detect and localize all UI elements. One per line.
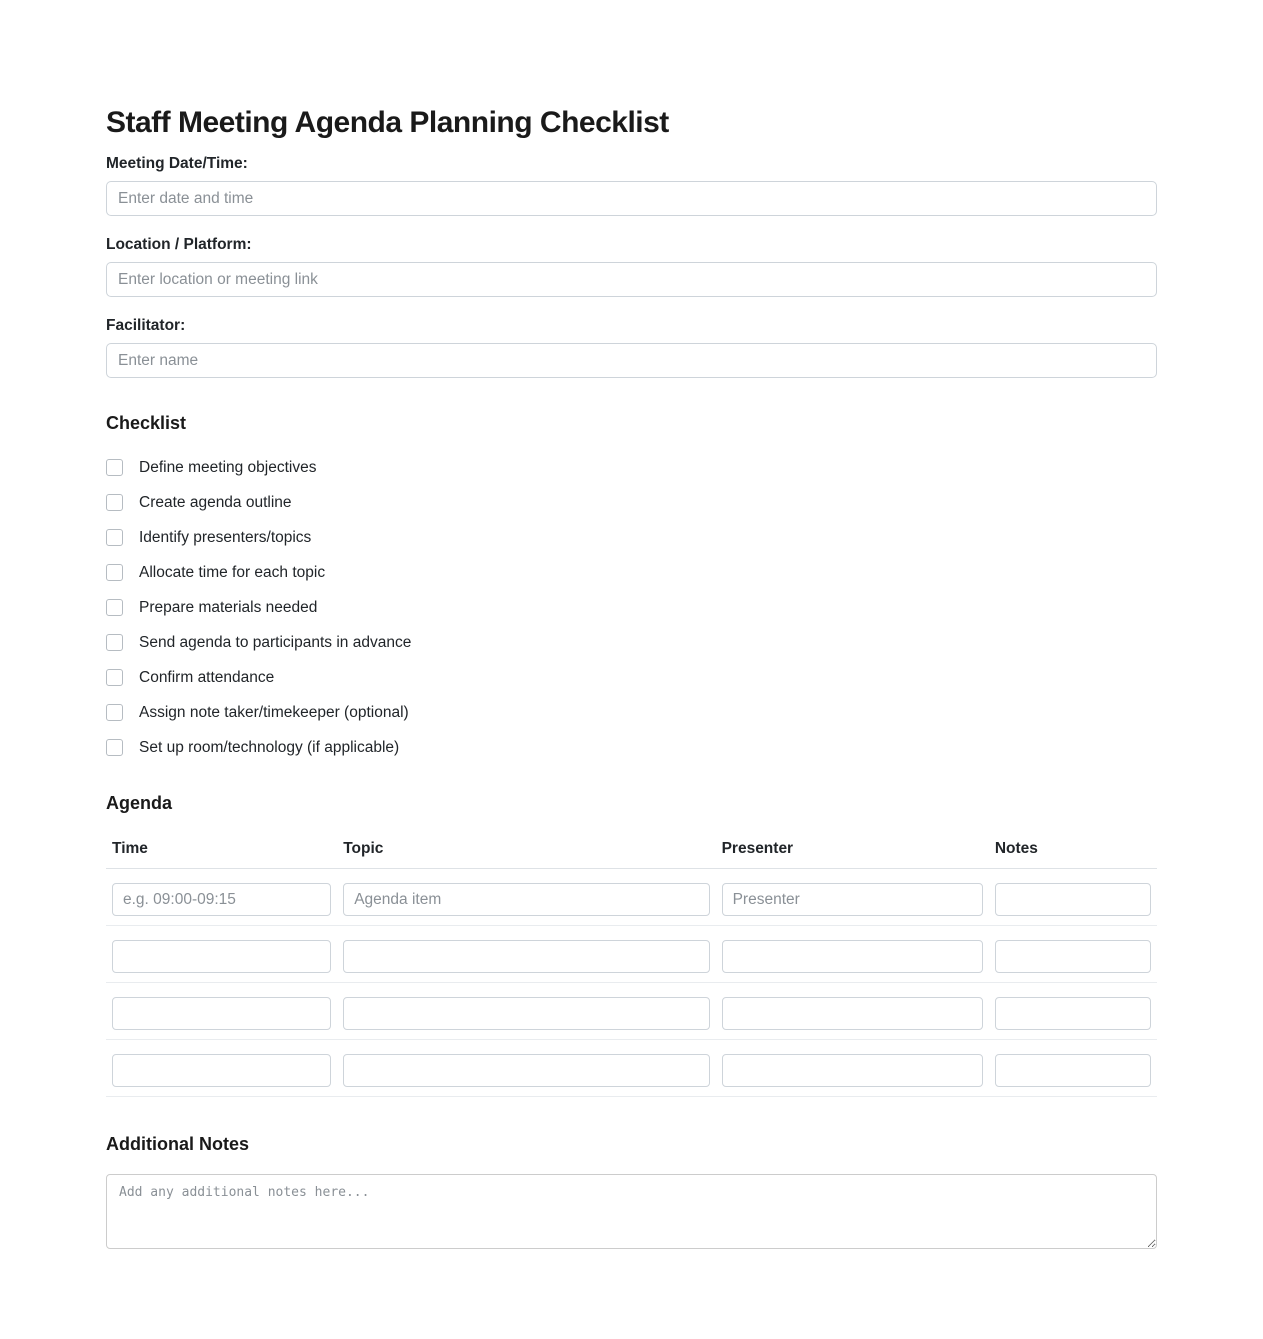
agenda-topic-input-4[interactable] [343, 1054, 709, 1087]
checklist-item [106, 625, 1157, 660]
checklist-item-label: Confirm attendance [139, 668, 275, 686]
field-facilitator [106, 317, 1157, 378]
form-container [106, 0, 1157, 1339]
facilitator-label: Facilitator: [106, 317, 186, 334]
agenda-presenter-input-2[interactable] [722, 940, 983, 973]
agenda-row [106, 926, 1157, 983]
checkbox-send-agenda[interactable] [106, 634, 123, 651]
checklist-item [106, 485, 1157, 520]
location-platform-label: Location / Platform: [106, 236, 252, 253]
checklist-item-label: Send agenda to participants in advance [139, 633, 412, 651]
agenda-row [106, 983, 1157, 1040]
agenda-topic-input-1[interactable] [343, 883, 709, 916]
agenda-col-topic: Topic [337, 840, 715, 869]
checklist-item [106, 660, 1157, 695]
agenda-notes-input-3[interactable] [995, 997, 1151, 1030]
additional-notes-textarea[interactable] [106, 1174, 1157, 1249]
agenda-notes-input-1[interactable] [995, 883, 1151, 916]
checklist-item [106, 555, 1157, 590]
checklist-item-label: Identify presenters/topics [139, 528, 312, 546]
agenda-topic-input-3[interactable] [343, 997, 709, 1030]
checkbox-confirm-attendance[interactable] [106, 669, 123, 686]
agenda-topic-input-2[interactable] [343, 940, 709, 973]
meeting-datetime-input[interactable] [106, 181, 1157, 216]
agenda-col-time: Time [106, 840, 337, 869]
agenda-table-header [106, 840, 1157, 869]
checklist-item-label: Prepare materials needed [139, 598, 318, 616]
agenda-header-row [106, 840, 1157, 869]
checklist-item-label: Create agenda outline [139, 493, 292, 511]
field-meeting-datetime [106, 155, 1157, 216]
agenda-time-input-2[interactable] [112, 940, 331, 973]
agenda-presenter-input-3[interactable] [722, 997, 983, 1030]
additional-notes-heading: Additional Notes [106, 1134, 249, 1154]
checkbox-allocate-time[interactable] [106, 564, 123, 581]
checkbox-assign-note-taker[interactable] [106, 704, 123, 721]
agenda-time-input-3[interactable] [112, 997, 331, 1030]
checklist-item-label: Assign note taker/timekeeper (optional) [139, 703, 409, 721]
checklist-item [106, 520, 1157, 555]
agenda-presenter-input-4[interactable] [722, 1054, 983, 1087]
meeting-datetime-label: Meeting Date/Time: [106, 155, 248, 172]
checkbox-prepare-materials[interactable] [106, 599, 123, 616]
checklist-item [106, 695, 1157, 730]
field-location-platform [106, 236, 1157, 297]
checklist-item-label: Define meeting objectives [139, 458, 317, 476]
agenda-row [106, 1040, 1157, 1097]
checklist-item-label: Allocate time for each topic [139, 563, 326, 581]
agenda-presenter-input-1[interactable] [722, 883, 983, 916]
checklist-item [106, 450, 1157, 485]
checklist-item [106, 730, 1157, 765]
checkbox-define-meeting-objectives[interactable] [106, 459, 123, 476]
agenda-time-input-4[interactable] [112, 1054, 331, 1087]
checkbox-set-up-room-technology[interactable] [106, 739, 123, 756]
agenda-table [106, 840, 1157, 1097]
agenda-heading: Agenda [106, 793, 173, 813]
checklist-heading: Checklist [106, 413, 187, 433]
checklist [106, 450, 1157, 765]
location-platform-input[interactable] [106, 262, 1157, 297]
checklist-item-label: Set up room/technology (if applicable) [139, 738, 400, 756]
agenda-time-input-1[interactable] [112, 883, 331, 916]
checklist-item [106, 590, 1157, 625]
checkbox-create-agenda-outline[interactable] [106, 494, 123, 511]
page-title: Staff Meeting Agenda Planning Checklist [106, 106, 669, 139]
facilitator-input[interactable] [106, 343, 1157, 378]
agenda-row [106, 869, 1157, 926]
agenda-col-notes: Notes [989, 840, 1157, 869]
agenda-notes-input-4[interactable] [995, 1054, 1151, 1087]
checkbox-identify-presenters-topics[interactable] [106, 529, 123, 546]
agenda-notes-input-2[interactable] [995, 940, 1151, 973]
agenda-col-presenter: Presenter [716, 840, 989, 869]
